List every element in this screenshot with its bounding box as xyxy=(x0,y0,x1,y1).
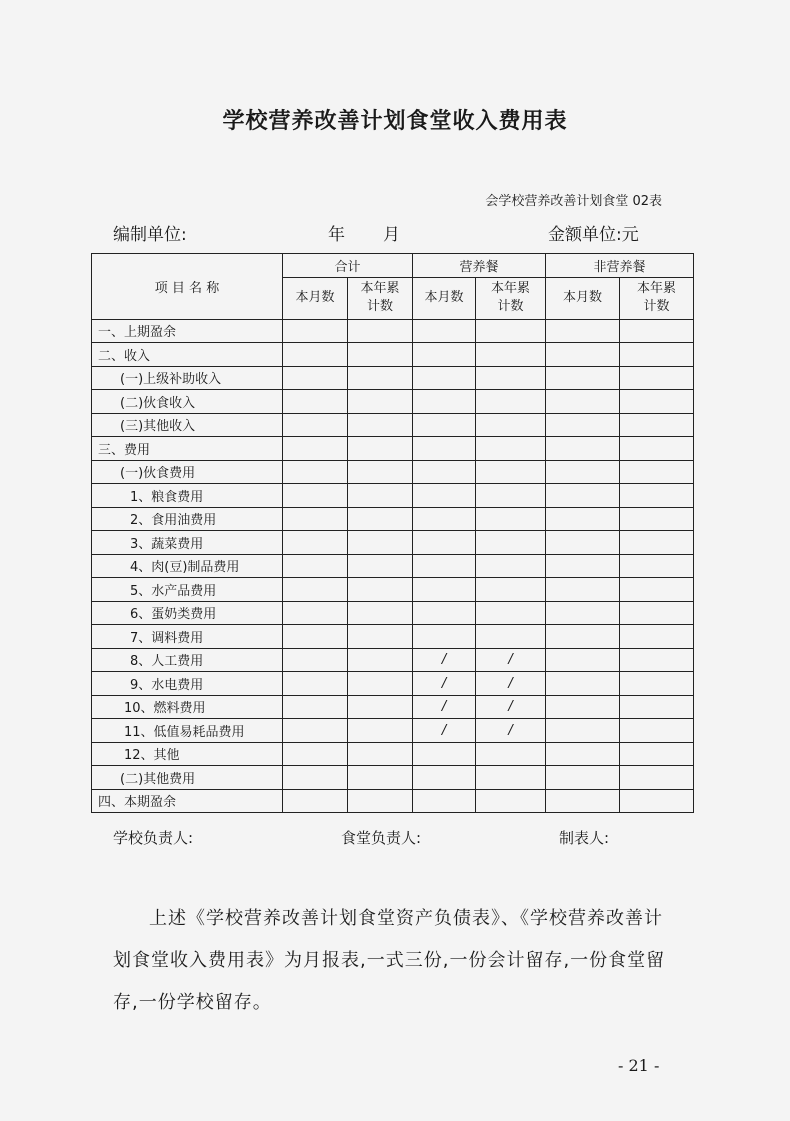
value-cell[interactable] xyxy=(620,719,694,743)
row-label: 12、其他 xyxy=(92,742,283,766)
value-cell[interactable] xyxy=(476,789,546,813)
value-cell[interactable] xyxy=(620,578,694,602)
value-cell[interactable] xyxy=(283,413,348,437)
value-cell[interactable] xyxy=(413,366,476,390)
value-cell[interactable] xyxy=(348,531,413,555)
value-cell[interactable] xyxy=(283,437,348,461)
value-cell[interactable] xyxy=(348,742,413,766)
form-code: 会学校营养改善计划食堂 02表 xyxy=(485,194,662,209)
table-row xyxy=(92,672,694,696)
value-cell[interactable]: / xyxy=(413,672,476,696)
row-label: 10、燃料费用 xyxy=(92,695,283,719)
table-row xyxy=(92,648,694,672)
value-cell[interactable]: / xyxy=(476,672,546,696)
row-label: 一、上期盈余 xyxy=(92,319,283,343)
row-label: 4、肉(豆)制品费用 xyxy=(92,554,283,578)
value-cell[interactable] xyxy=(476,343,546,367)
value-cell[interactable] xyxy=(620,484,694,508)
value-cell[interactable] xyxy=(476,413,546,437)
value-cell[interactable] xyxy=(283,366,348,390)
page-number: - 21 - xyxy=(618,1056,660,1075)
value-cell[interactable] xyxy=(546,695,620,719)
page-title: 学校营养改善计划食堂收入费用表 xyxy=(222,109,568,134)
value-cell[interactable] xyxy=(413,578,476,602)
value-cell[interactable] xyxy=(348,390,413,414)
value-cell[interactable] xyxy=(283,554,348,578)
value-cell[interactable] xyxy=(476,437,546,461)
value-cell[interactable] xyxy=(348,766,413,790)
value-cell[interactable] xyxy=(620,343,694,367)
value-cell[interactable] xyxy=(476,578,546,602)
value-cell[interactable] xyxy=(413,390,476,414)
table-row xyxy=(92,601,694,625)
table-row xyxy=(92,460,694,484)
value-cell[interactable] xyxy=(283,766,348,790)
value-cell[interactable] xyxy=(476,766,546,790)
value-cell[interactable] xyxy=(413,437,476,461)
value-cell[interactable] xyxy=(620,460,694,484)
value-cell[interactable] xyxy=(283,390,348,414)
table-row xyxy=(92,789,694,813)
value-cell[interactable] xyxy=(413,484,476,508)
row-label: (二)其他费用 xyxy=(92,766,283,790)
value-cell[interactable] xyxy=(413,343,476,367)
value-cell[interactable] xyxy=(348,554,413,578)
value-cell[interactable] xyxy=(476,554,546,578)
row-label: (一)伙食费用 xyxy=(92,460,283,484)
value-cell[interactable] xyxy=(546,601,620,625)
value-cell[interactable] xyxy=(348,484,413,508)
value-cell[interactable] xyxy=(283,460,348,484)
value-cell[interactable] xyxy=(283,578,348,602)
table-row xyxy=(92,554,694,578)
sub-header-year: 本年累 计数 xyxy=(620,277,694,319)
value-cell[interactable] xyxy=(620,531,694,555)
value-cell[interactable] xyxy=(283,719,348,743)
school-head-label: 学校负责人: xyxy=(113,829,194,847)
table-row xyxy=(92,766,694,790)
value-cell[interactable] xyxy=(283,672,348,696)
table-row xyxy=(92,695,694,719)
signature-row xyxy=(113,827,673,851)
row-label: 2、食用油费用 xyxy=(92,507,283,531)
value-cell[interactable] xyxy=(476,484,546,508)
value-cell[interactable] xyxy=(546,460,620,484)
value-cell[interactable] xyxy=(413,766,476,790)
value-cell[interactable] xyxy=(348,719,413,743)
value-cell[interactable] xyxy=(413,507,476,531)
value-cell[interactable] xyxy=(283,531,348,555)
value-cell[interactable] xyxy=(546,531,620,555)
value-cell[interactable] xyxy=(476,507,546,531)
value-cell[interactable] xyxy=(620,554,694,578)
sub-header-year: 本年累 计数 xyxy=(476,277,546,319)
value-cell[interactable] xyxy=(348,578,413,602)
table-row xyxy=(92,578,694,602)
row-label: (一)上级补助收入 xyxy=(92,366,283,390)
table-row xyxy=(92,437,694,461)
month-label: 月 xyxy=(383,225,400,245)
row-label: 8、人工费用 xyxy=(92,648,283,672)
value-cell[interactable] xyxy=(620,625,694,649)
value-cell[interactable] xyxy=(348,625,413,649)
table-row xyxy=(92,366,694,390)
value-cell[interactable] xyxy=(283,695,348,719)
value-cell[interactable] xyxy=(348,507,413,531)
value-cell[interactable]: / xyxy=(413,695,476,719)
value-cell[interactable] xyxy=(546,437,620,461)
value-cell[interactable] xyxy=(546,366,620,390)
row-label: 11、低值易耗品费用 xyxy=(92,719,283,743)
value-cell[interactable] xyxy=(348,413,413,437)
value-cell[interactable] xyxy=(546,625,620,649)
amount-unit-label: 金额单位:元 xyxy=(548,225,639,245)
value-cell[interactable] xyxy=(348,343,413,367)
sub-header-month: 本月数 xyxy=(283,277,348,319)
value-cell[interactable] xyxy=(348,695,413,719)
value-cell[interactable] xyxy=(283,789,348,813)
value-cell[interactable] xyxy=(620,601,694,625)
value-cell[interactable] xyxy=(348,648,413,672)
row-label: 9、水电费用 xyxy=(92,672,283,696)
table-row xyxy=(92,390,694,414)
value-cell[interactable] xyxy=(476,531,546,555)
value-cell[interactable] xyxy=(546,507,620,531)
value-cell[interactable] xyxy=(620,695,694,719)
row-label: 1、粮食费用 xyxy=(92,484,283,508)
canteen-head-label: 食堂负责人: xyxy=(341,829,422,847)
row-label: 5、水产品费用 xyxy=(92,578,283,602)
value-cell[interactable] xyxy=(413,789,476,813)
value-cell[interactable] xyxy=(620,766,694,790)
table-row xyxy=(92,719,694,743)
value-cell[interactable] xyxy=(476,625,546,649)
income-expense-table xyxy=(91,253,694,813)
sub-header-month: 本月数 xyxy=(413,277,476,319)
table-row xyxy=(92,413,694,437)
value-cell[interactable] xyxy=(476,460,546,484)
value-cell[interactable] xyxy=(476,366,546,390)
preparer-label: 制表人: xyxy=(559,829,610,847)
table-row xyxy=(92,484,694,508)
value-cell[interactable] xyxy=(283,742,348,766)
value-cell[interactable] xyxy=(546,766,620,790)
value-cell[interactable] xyxy=(620,672,694,696)
table-row xyxy=(92,319,694,343)
value-cell[interactable] xyxy=(620,366,694,390)
value-cell[interactable] xyxy=(546,719,620,743)
value-cell[interactable] xyxy=(546,742,620,766)
value-cell[interactable] xyxy=(546,672,620,696)
value-cell[interactable] xyxy=(413,319,476,343)
value-cell[interactable] xyxy=(283,625,348,649)
value-cell[interactable] xyxy=(348,601,413,625)
table-row xyxy=(92,343,694,367)
value-cell[interactable] xyxy=(546,413,620,437)
value-cell[interactable]: / xyxy=(413,719,476,743)
note-paragraph: 上述《学校营养改善计划食堂资产负债表》、《学校营养改善计划食堂收入费用表》为月报表,一式三份,一份会计留存,一份食堂留存,一份学校留存。 xyxy=(113,908,666,1013)
value-cell[interactable] xyxy=(413,601,476,625)
value-cell[interactable] xyxy=(546,578,620,602)
item-name-header: 项 目 名 称 xyxy=(92,254,283,320)
value-cell[interactable] xyxy=(348,319,413,343)
value-cell[interactable]: / xyxy=(476,648,546,672)
table-row xyxy=(92,507,694,531)
value-cell[interactable] xyxy=(620,742,694,766)
row-label: 四、本期盈余 xyxy=(92,789,283,813)
value-cell[interactable] xyxy=(283,343,348,367)
value-cell[interactable] xyxy=(348,437,413,461)
value-cell[interactable] xyxy=(620,789,694,813)
value-cell[interactable] xyxy=(283,601,348,625)
value-cell[interactable]: / xyxy=(476,695,546,719)
row-label: 二、收入 xyxy=(92,343,283,367)
value-cell[interactable] xyxy=(476,742,546,766)
value-cell[interactable] xyxy=(348,366,413,390)
table-row xyxy=(92,625,694,649)
value-cell[interactable] xyxy=(546,648,620,672)
group-header-nutrition: 营养餐 xyxy=(413,254,546,278)
group-header-non-nutrition: 非营养餐 xyxy=(546,254,694,278)
year-label: 年 xyxy=(328,225,345,245)
value-cell[interactable] xyxy=(620,319,694,343)
value-cell[interactable] xyxy=(413,625,476,649)
value-cell[interactable] xyxy=(348,672,413,696)
value-cell[interactable] xyxy=(620,507,694,531)
value-cell[interactable] xyxy=(546,554,620,578)
value-cell[interactable] xyxy=(620,648,694,672)
value-cell[interactable] xyxy=(413,554,476,578)
unit-label: 编制单位: xyxy=(113,225,187,245)
table-row xyxy=(92,531,694,555)
value-cell[interactable]: / xyxy=(476,719,546,743)
row-label: 7、调料费用 xyxy=(92,625,283,649)
value-cell[interactable] xyxy=(546,390,620,414)
value-cell[interactable] xyxy=(546,484,620,508)
value-cell[interactable] xyxy=(283,484,348,508)
value-cell[interactable] xyxy=(283,319,348,343)
value-cell[interactable] xyxy=(546,343,620,367)
value-cell[interactable] xyxy=(620,390,694,414)
row-label: (二)伙食收入 xyxy=(92,390,283,414)
value-cell[interactable]: / xyxy=(413,648,476,672)
row-label: 三、费用 xyxy=(92,437,283,461)
row-label: (三)其他收入 xyxy=(92,413,283,437)
group-header-total: 合计 xyxy=(283,254,413,278)
value-cell[interactable] xyxy=(620,413,694,437)
value-cell[interactable] xyxy=(413,413,476,437)
value-cell[interactable] xyxy=(476,390,546,414)
value-cell[interactable] xyxy=(476,319,546,343)
value-cell[interactable] xyxy=(283,648,348,672)
value-cell[interactable] xyxy=(546,319,620,343)
value-cell[interactable] xyxy=(546,789,620,813)
value-cell[interactable] xyxy=(283,507,348,531)
value-cell[interactable] xyxy=(620,437,694,461)
row-label: 3、蔬菜费用 xyxy=(92,531,283,555)
meta-row xyxy=(113,220,673,246)
value-cell[interactable] xyxy=(348,789,413,813)
value-cell[interactable] xyxy=(413,460,476,484)
table-row xyxy=(92,742,694,766)
value-cell[interactable] xyxy=(476,601,546,625)
sub-header-year: 本年累 计数 xyxy=(348,277,413,319)
value-cell[interactable] xyxy=(413,531,476,555)
sub-header-month: 本月数 xyxy=(546,277,620,319)
row-label: 6、蛋奶类费用 xyxy=(92,601,283,625)
value-cell[interactable] xyxy=(413,742,476,766)
value-cell[interactable] xyxy=(348,460,413,484)
